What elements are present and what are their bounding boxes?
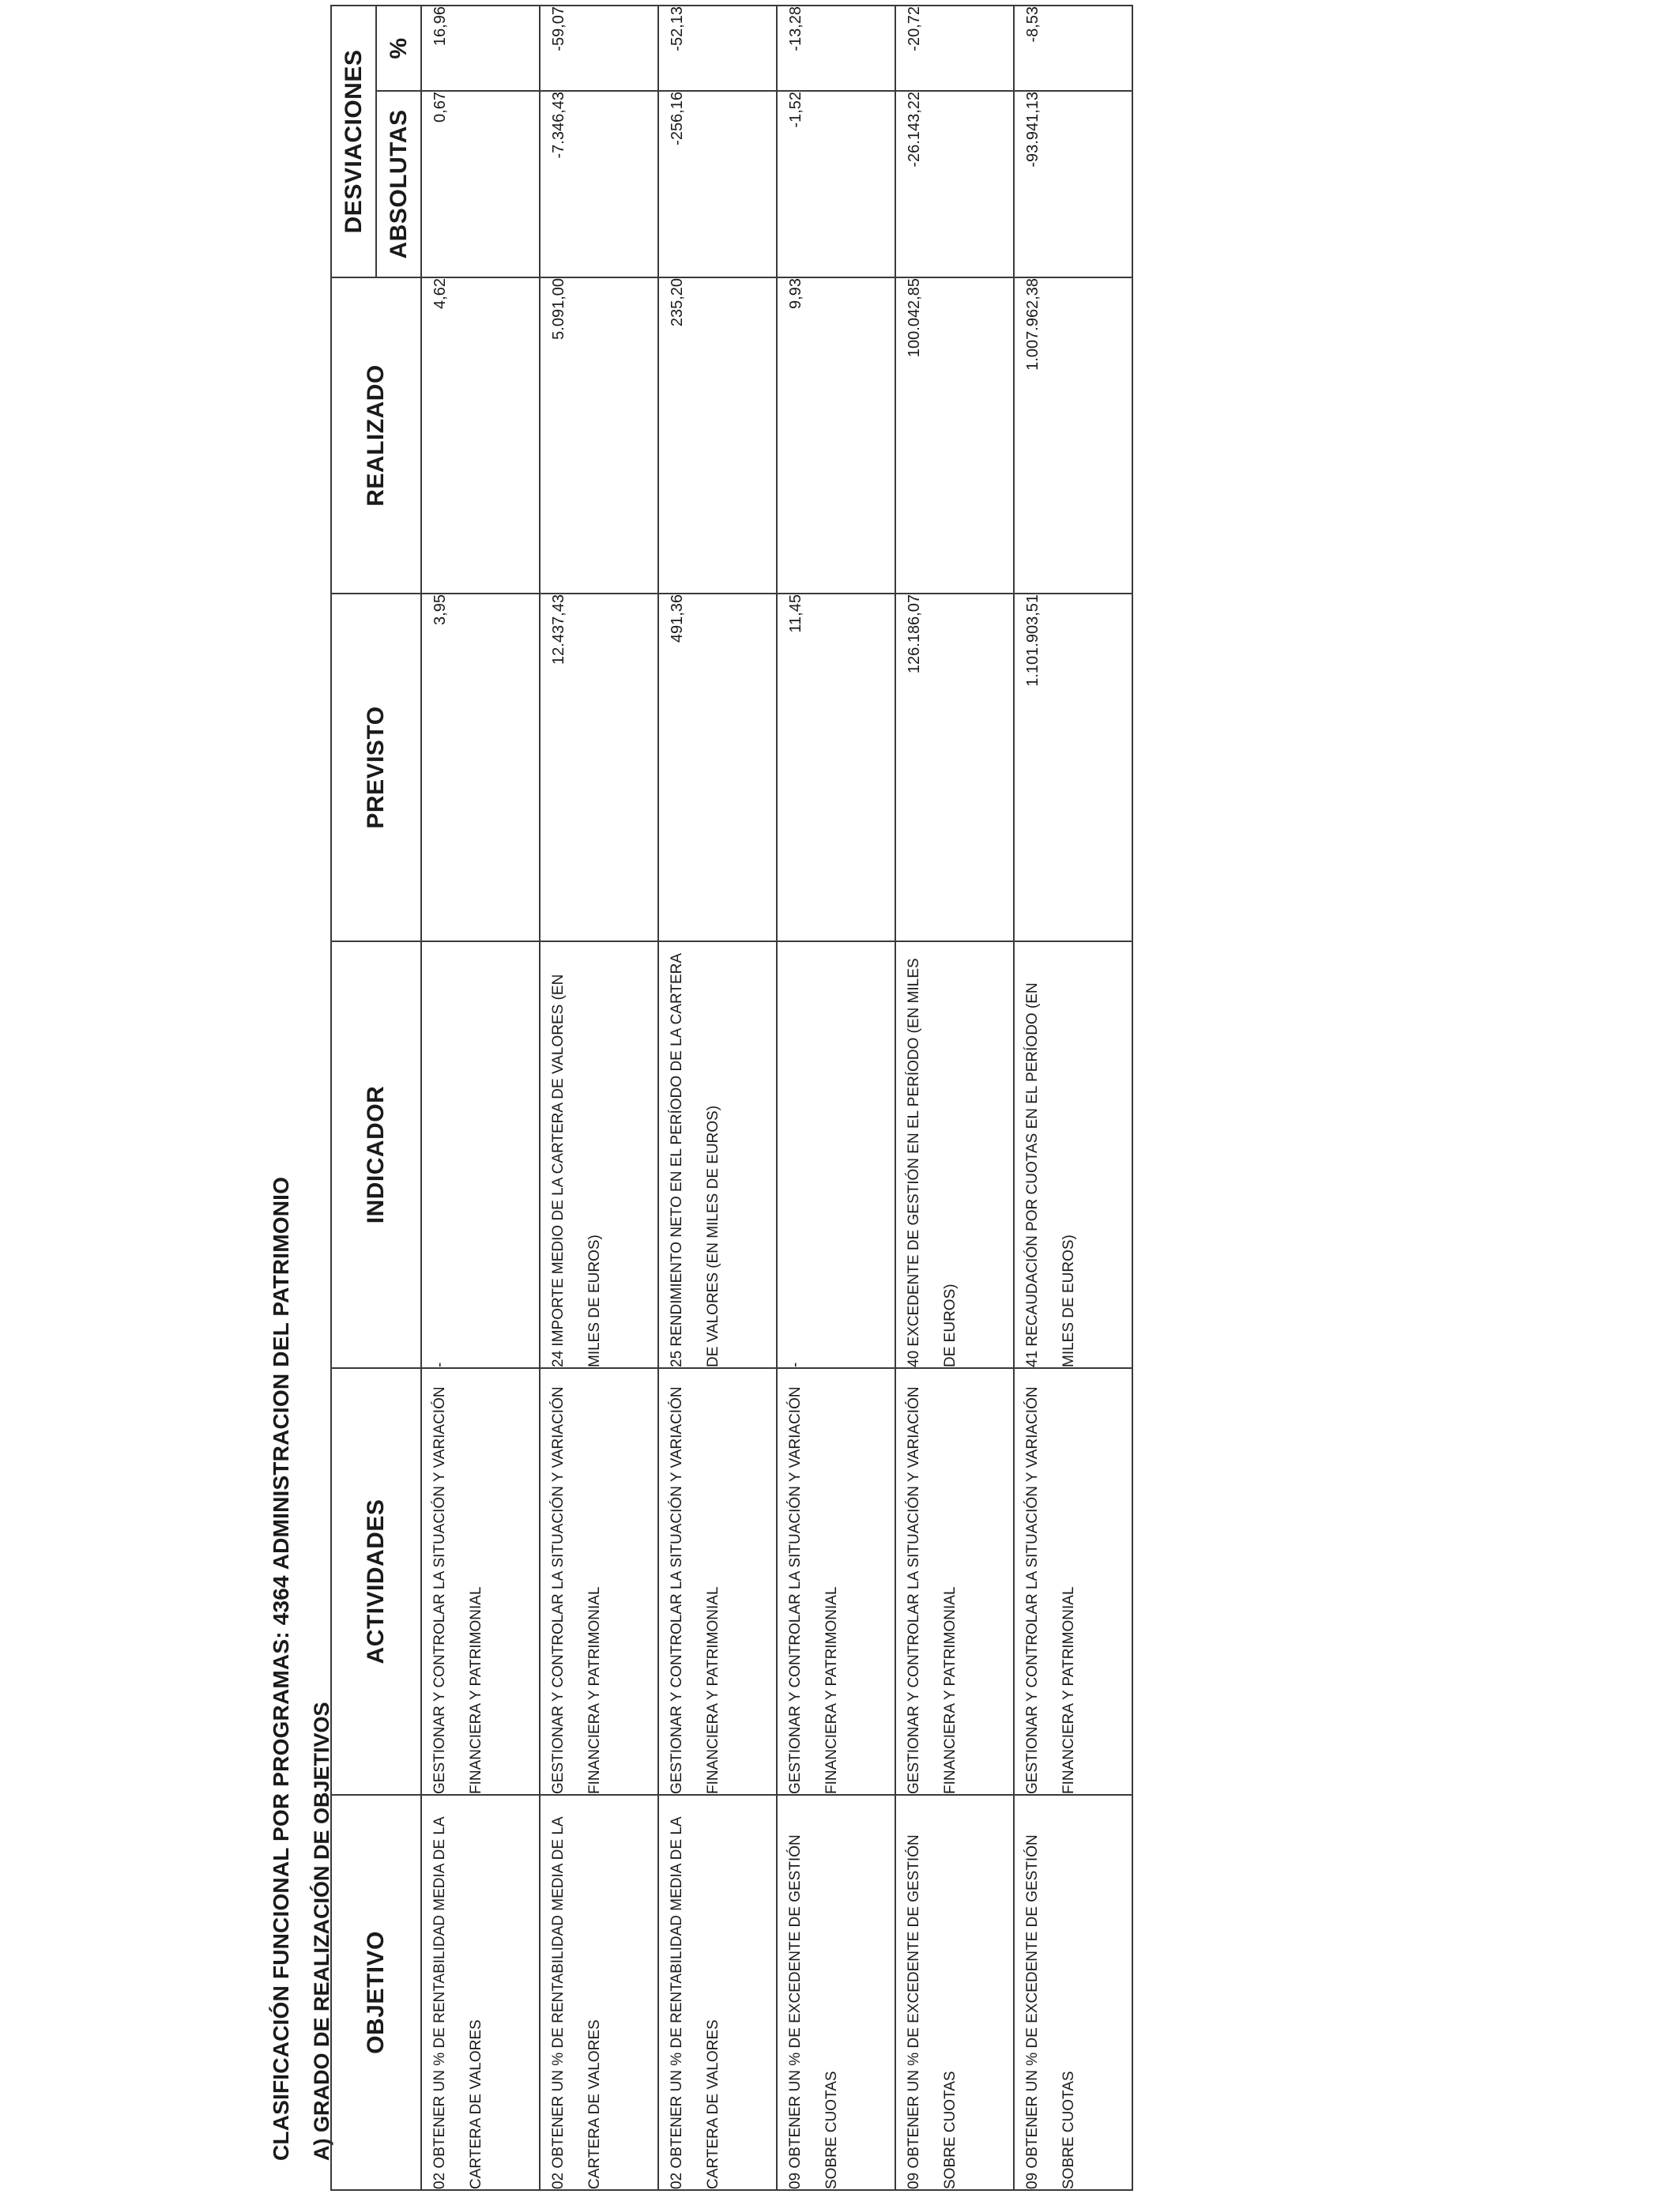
cell-realizado: 235,20 bbox=[658, 277, 777, 594]
cell-actividades: GESTIONAR Y CONTROLAR LA SITUACIÓN Y VARIACIÓN FINANCIERA Y PATRIMONIAL bbox=[895, 1368, 1014, 1795]
header-realizado: REALIZADO bbox=[331, 277, 421, 594]
cell-indicador: 24 IMPORTE MEDIO DE LA CARTERA DE VALORES (EN MILES DE EUROS) bbox=[540, 941, 658, 1368]
cell-actividades: GESTIONAR Y CONTROLAR LA SITUACIÓN Y VARIACIÓN FINANCIERA Y PATRIMONIAL bbox=[658, 1368, 777, 1795]
cell-previsto: 3,95 bbox=[421, 594, 540, 941]
cell-porcentaje: -13,28 bbox=[777, 6, 895, 91]
cell-absolutas: -93.941,13 bbox=[1014, 91, 1132, 277]
cell-absolutas: -7.346,43 bbox=[540, 91, 658, 277]
cell-objetivo: 02 OBTENER UN % DE RENTABILIDAD MEDIA DE LA CARTERA DE VALORES bbox=[658, 1795, 777, 2190]
cell-porcentaje: -52,13 bbox=[658, 6, 777, 91]
cell-previsto: 11,45 bbox=[777, 594, 895, 941]
cell-previsto: 491,36 bbox=[658, 594, 777, 941]
cell-realizado: 1.007.962,38 bbox=[1014, 277, 1132, 594]
cell-absolutas: -26.143,22 bbox=[895, 91, 1014, 277]
cell-previsto: 126.186,07 bbox=[895, 594, 1014, 941]
cell-actividades: GESTIONAR Y CONTROLAR LA SITUACIÓN Y VARIACIÓN FINANCIERA Y PATRIMONIAL bbox=[1014, 1368, 1132, 1795]
header-desviaciones: DESVIACIONES bbox=[331, 6, 376, 277]
cell-porcentaje: -20,72 bbox=[895, 6, 1014, 91]
cell-absolutas: -1,52 bbox=[777, 91, 895, 277]
cell-realizado: 5.091,00 bbox=[540, 277, 658, 594]
cell-objetivo: 02 OBTENER UN % DE RENTABILIDAD MEDIA DE LA CARTERA DE VALORES bbox=[421, 1795, 540, 2190]
cell-porcentaje: -8,53 bbox=[1014, 6, 1132, 91]
cell-porcentaje: -59,07 bbox=[540, 6, 658, 91]
table-row bbox=[895, 6, 1014, 2190]
cell-actividades: GESTIONAR Y CONTROLAR LA SITUACIÓN Y VARIACIÓN FINANCIERA Y PATRIMONIAL bbox=[421, 1368, 540, 1795]
cell-indicador: - bbox=[421, 941, 540, 1368]
cell-previsto: 1.101.903,51 bbox=[1014, 594, 1132, 941]
objectives-table bbox=[330, 5, 1133, 2191]
cell-objetivo: 09 OBTENER UN % DE EXCEDENTE DE GESTIÓN SOBRE CUOTAS bbox=[777, 1795, 895, 2190]
cell-indicador: 41 RECAUDACIÓN POR CUOTAS EN EL PERÍODO (EN MILES DE EUROS) bbox=[1014, 941, 1132, 1368]
header-objetivo: OBJETIVO bbox=[331, 1795, 421, 2190]
table-row bbox=[421, 6, 540, 2190]
header-absolutas: ABSOLUTAS bbox=[376, 91, 421, 277]
header-indicador: INDICADOR bbox=[331, 941, 421, 1368]
cell-indicador: 25 RENDIMIENTO NETO EN EL PERÍODO DE LA CARTERA DE VALORES (EN MILES DE EUROS) bbox=[658, 941, 777, 1368]
rotated-sheet bbox=[237, 0, 1118, 2194]
cell-realizado: 4,62 bbox=[421, 277, 540, 594]
cell-absolutas: -256,16 bbox=[658, 91, 777, 277]
cell-realizado: 9,93 bbox=[777, 277, 895, 594]
cell-porcentaje: 16,96 bbox=[421, 6, 540, 91]
table-row bbox=[540, 6, 658, 2190]
table-row bbox=[777, 6, 895, 2190]
table-row bbox=[658, 6, 777, 2190]
cell-indicador: - bbox=[777, 941, 895, 1368]
cell-indicador: 40 EXCEDENTE DE GESTIÓN EN EL PERÍODO (EN MILES DE EUROS) bbox=[895, 941, 1014, 1368]
header-actividades: ACTIVIDADES bbox=[331, 1368, 421, 1795]
cell-objetivo: 09 OBTENER UN % DE EXCEDENTE DE GESTIÓN SOBRE CUOTAS bbox=[895, 1795, 1014, 2190]
cell-absolutas: 0,67 bbox=[421, 91, 540, 277]
table-row bbox=[1014, 6, 1132, 2190]
cell-actividades: GESTIONAR Y CONTROLAR LA SITUACIÓN Y VARIACIÓN FINANCIERA Y PATRIMONIAL bbox=[777, 1368, 895, 1795]
cell-realizado: 100.042,85 bbox=[895, 277, 1014, 594]
cell-objetivo: 02 OBTENER UN % DE RENTABILIDAD MEDIA DE LA CARTERA DE VALORES bbox=[540, 1795, 658, 2190]
section-subtitle: A) GRADO DE REALIZACIÓN DE OBJETIVOS bbox=[310, 1702, 333, 2161]
cell-objetivo: 09 OBTENER UN % DE EXCEDENTE DE GESTIÓN SOBRE CUOTAS bbox=[1014, 1795, 1132, 2190]
document-title: CLASIFICACIÓN FUNCIONAL POR PROGRAMAS: 4364 ADMINISTRACION DEL PATRIMONIO bbox=[269, 1176, 293, 2161]
cell-previsto: 12.437,43 bbox=[540, 594, 658, 941]
header-porcentaje: % bbox=[376, 6, 421, 91]
cell-actividades: GESTIONAR Y CONTROLAR LA SITUACIÓN Y VARIACIÓN FINANCIERA Y PATRIMONIAL bbox=[540, 1368, 658, 1795]
header-previsto: PREVISTO bbox=[331, 594, 421, 941]
